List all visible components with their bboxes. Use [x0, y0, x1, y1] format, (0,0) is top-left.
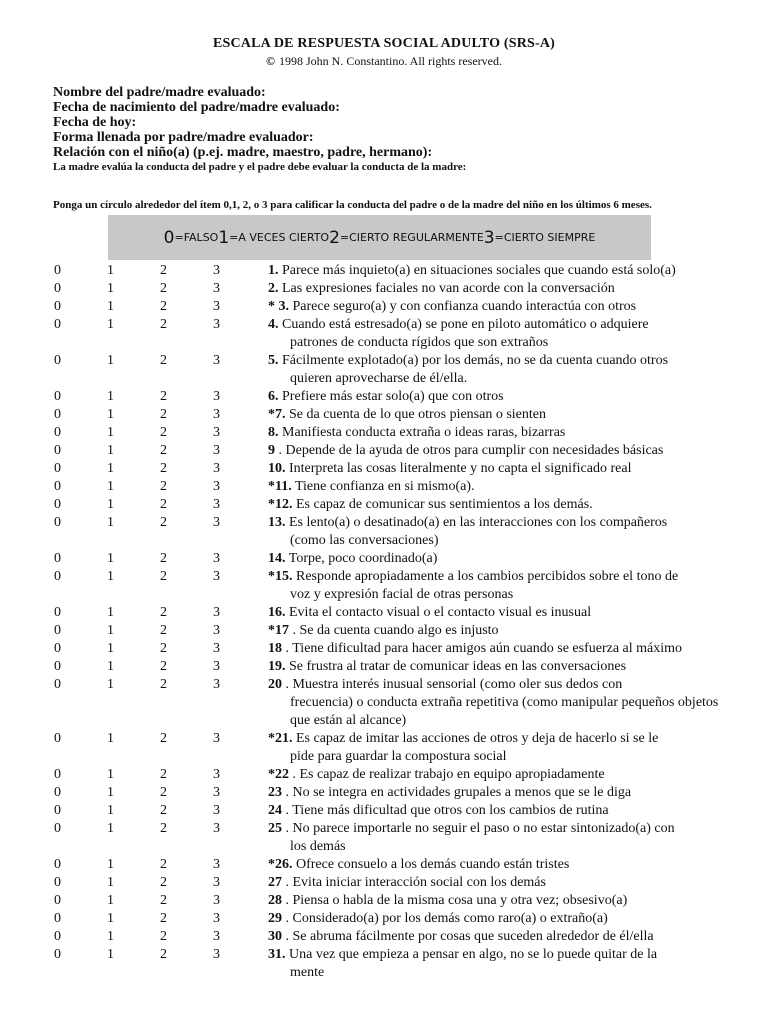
rating-option-2[interactable]: 2 [160, 317, 167, 332]
item-statement: Manifiesta conducta extraña o ideas raras, bizarras [282, 425, 566, 440]
item-row [0, 514, 768, 550]
item-row [0, 658, 768, 676]
rating-option-2[interactable]: 2 [160, 623, 167, 638]
rating-option-0[interactable]: 0 [54, 569, 61, 584]
field-birth-date[interactable]: Fecha de nacimiento del padre/madre evaluado: [53, 100, 340, 115]
rating-option-1[interactable]: 1 [107, 461, 114, 476]
rating-option-3[interactable]: 3 [213, 605, 220, 620]
rating-option-0[interactable]: 0 [54, 803, 61, 818]
rating-option-0[interactable]: 0 [54, 281, 61, 296]
rating-option-2[interactable]: 2 [160, 767, 167, 782]
item-number: 24 [268, 803, 282, 818]
item-row [0, 928, 768, 946]
rating-option-3[interactable]: 3 [213, 461, 220, 476]
item-statement-continued: mente [290, 965, 325, 980]
item-statement: . Considerado(a) por los demás como raro(a) o extraño(a) [285, 911, 608, 926]
item-text [268, 478, 730, 496]
legend-label-1: =A VECES CIERTO [229, 231, 330, 244]
item-statement: Es lento(a) o desatinado(a) en las interacciones con los compañeros [289, 515, 668, 530]
rating-option-0[interactable]: 0 [54, 929, 61, 944]
rating-option-3[interactable]: 3 [213, 263, 220, 278]
item-text [268, 856, 730, 874]
item-text [268, 730, 730, 766]
rating-option-0[interactable]: 0 [54, 461, 61, 476]
rating-option-2[interactable]: 2 [160, 911, 167, 926]
rating-option-2[interactable]: 2 [160, 479, 167, 494]
rating-option-3[interactable]: 3 [213, 569, 220, 584]
rating-option-3[interactable]: 3 [213, 299, 220, 314]
rating-option-0[interactable]: 0 [54, 893, 61, 908]
rating-option-1[interactable]: 1 [107, 929, 114, 944]
item-number: 1. [268, 263, 279, 278]
item-text [268, 496, 730, 514]
item-number: 16. [268, 605, 286, 620]
rating-option-2[interactable]: 2 [160, 893, 167, 908]
rating-option-2[interactable]: 2 [160, 803, 167, 818]
rating-option-2[interactable]: 2 [160, 857, 167, 872]
item-statement: . Se abruma fácilmente por cosas que suceden alrededor de él/ella [285, 929, 654, 944]
item-text [268, 622, 730, 640]
rating-option-1[interactable]: 1 [107, 677, 114, 692]
respondent-fields [53, 85, 753, 174]
rating-option-0[interactable]: 0 [54, 605, 61, 620]
item-row [0, 316, 768, 352]
item-number: 4. [268, 317, 279, 332]
item-row [0, 262, 768, 280]
item-row [0, 874, 768, 892]
item-statement: Tiene confianza en si mismo(a). [294, 479, 475, 494]
legend-label-3: =CIERTO SIEMPRE [494, 231, 596, 244]
rating-option-2[interactable]: 2 [160, 461, 167, 476]
item-number: 25 [268, 821, 282, 836]
item-row [0, 280, 768, 298]
item-text [268, 280, 730, 298]
item-text [268, 604, 730, 622]
rating-option-3[interactable]: 3 [213, 803, 220, 818]
rating-option-0[interactable]: 0 [54, 677, 61, 692]
rating-option-3[interactable]: 3 [213, 875, 220, 890]
item-statement: Prefiere más estar solo(a) que con otros [282, 389, 504, 404]
item-number: *26. [268, 857, 293, 872]
item-statement: Es capaz de imitar las acciones de otros y deja de hacerlo si se le [296, 731, 659, 746]
item-number: 31. [268, 947, 286, 962]
rating-option-3[interactable]: 3 [213, 389, 220, 404]
item-number: 19. [268, 659, 286, 674]
rating-option-3[interactable]: 3 [213, 425, 220, 440]
rating-option-0[interactable]: 0 [54, 731, 61, 746]
item-number: *22 [268, 767, 289, 782]
item-row [0, 568, 768, 604]
rating-option-0[interactable]: 0 [54, 299, 61, 314]
rating-option-0[interactable]: 0 [54, 479, 61, 494]
rating-option-2[interactable]: 2 [160, 605, 167, 620]
rating-option-2[interactable]: 2 [160, 425, 167, 440]
item-row [0, 802, 768, 820]
page-title: ESCALA DE RESPUESTA SOCIAL ADULTO (SRS-A) [212, 36, 556, 51]
item-statement: Se frustra al tratar de comunicar ideas en las conversaciones [289, 659, 627, 674]
rating-option-2[interactable]: 2 [160, 659, 167, 674]
item-statement: Fácilmente explotado(a) por los demás, no se da cuenta cuando otros [282, 353, 669, 368]
rating-option-0[interactable]: 0 [54, 857, 61, 872]
item-statement: . No se integra en actividades grupales a menos que se le diga [285, 785, 632, 800]
item-text [268, 820, 730, 856]
rating-option-1[interactable]: 1 [107, 785, 114, 800]
rating-option-0[interactable]: 0 [54, 767, 61, 782]
item-number: 5. [268, 353, 279, 368]
item-statement-continued: pide para guardar la compostura social [290, 749, 507, 764]
item-number: * 3. [268, 299, 289, 314]
rating-option-2[interactable]: 2 [160, 677, 167, 692]
item-number: *17 [268, 623, 289, 638]
item-number: 10. [268, 461, 286, 476]
rating-option-3[interactable]: 3 [213, 677, 220, 692]
rating-option-2[interactable]: 2 [160, 875, 167, 890]
field-today-date[interactable]: Fecha de hoy: [53, 115, 137, 130]
item-row [0, 478, 768, 496]
rating-option-2[interactable]: 2 [160, 641, 167, 656]
item-text [268, 892, 730, 910]
copyright-text: 1998 John N. Constantino. All rights reserved. [278, 54, 502, 68]
item-row [0, 820, 768, 856]
rating-option-0[interactable]: 0 [54, 497, 61, 512]
rating-option-2[interactable]: 2 [160, 731, 167, 746]
item-statement: Interpreta las cosas literalmente y no capta el significado real [289, 461, 632, 476]
item-text [268, 766, 730, 784]
rating-option-2[interactable]: 2 [160, 515, 167, 530]
rating-option-2[interactable]: 2 [160, 551, 167, 566]
rating-option-1[interactable]: 1 [107, 641, 114, 656]
item-row [0, 640, 768, 658]
rating-option-0[interactable]: 0 [54, 389, 61, 404]
item-text [268, 910, 730, 928]
item-number: *15. [268, 569, 293, 584]
rating-option-3[interactable]: 3 [213, 353, 220, 368]
item-row [0, 406, 768, 424]
copyright-line [0, 54, 768, 69]
rating-option-2[interactable]: 2 [160, 299, 167, 314]
item-statement-continued: (como las conversaciones) [290, 533, 439, 548]
rating-option-3[interactable]: 3 [213, 623, 220, 638]
item-statement: Parece seguro(a) y con confianza cuando interactúa con otros [292, 299, 637, 314]
rating-option-3[interactable]: 3 [213, 857, 220, 872]
rating-option-3[interactable]: 3 [213, 641, 220, 656]
rating-option-0[interactable]: 0 [54, 623, 61, 638]
rating-option-2[interactable]: 2 [160, 785, 167, 800]
item-statement-continued: voz y expresión facial de otras personas [290, 587, 514, 602]
rating-option-1[interactable]: 1 [107, 731, 114, 746]
item-row [0, 388, 768, 406]
rating-option-1[interactable]: 1 [107, 911, 114, 926]
item-number: *11. [268, 479, 292, 494]
rating-option-2[interactable]: 2 [160, 443, 167, 458]
item-statement: . No parece importarle no seguir el paso o no estar sintonizado(a) con [285, 821, 675, 836]
item-number: 9 [268, 443, 275, 458]
item-row [0, 892, 768, 910]
item-text [268, 874, 730, 892]
item-row [0, 910, 768, 928]
item-number: 18 [268, 641, 282, 656]
item-number: *12. [268, 497, 293, 512]
item-number: 30 [268, 929, 282, 944]
rating-option-1[interactable]: 1 [107, 623, 114, 638]
item-text [268, 460, 730, 478]
item-number: 14. [268, 551, 286, 566]
item-statement: . Piensa o habla de la misma cosa una y otra vez; obsesivo(a) [285, 893, 628, 908]
rating-legend [108, 215, 651, 260]
rating-option-1[interactable]: 1 [107, 767, 114, 782]
item-statement-continued: quieren aprovecharse de él/ella. [290, 371, 468, 386]
rating-option-2[interactable]: 2 [160, 929, 167, 944]
legend-value-2: 2 [329, 227, 340, 248]
item-row [0, 298, 768, 316]
rating-option-3[interactable]: 3 [213, 551, 220, 566]
item-text [268, 316, 730, 352]
rating-option-0[interactable]: 0 [54, 785, 61, 800]
item-text [268, 514, 730, 550]
item-row [0, 496, 768, 514]
field-filled-by[interactable]: Forma llenada por padre/madre evaluador: [53, 130, 314, 145]
rating-option-3[interactable]: 3 [213, 785, 220, 800]
item-statement-continued: los demás [290, 839, 346, 854]
rating-option-1[interactable]: 1 [107, 857, 114, 872]
rating-option-1[interactable]: 1 [107, 263, 114, 278]
item-row [0, 784, 768, 802]
legend-label-0: =FALSO [174, 231, 219, 244]
rating-option-2[interactable]: 2 [160, 569, 167, 584]
legend-value-3: 3 [483, 227, 495, 248]
item-text [268, 352, 730, 388]
evaluation-note: La madre evalúa la conducta del padre y el padre debe evaluar la conducta de la madre: [53, 161, 467, 173]
item-statement-continued: patrones de conducta rígidos que son extraños [290, 335, 549, 350]
rating-option-1[interactable]: 1 [107, 515, 114, 530]
item-row [0, 676, 768, 730]
item-row [0, 442, 768, 460]
rating-option-3[interactable]: 3 [213, 767, 220, 782]
item-number: *7. [268, 407, 286, 422]
rating-option-3[interactable]: 3 [213, 407, 220, 422]
item-statement: . Tiene dificultad para hacer amigos aún cuando se esfuerza al máximo [285, 641, 683, 656]
item-text [268, 802, 730, 820]
rating-option-1[interactable]: 1 [107, 605, 114, 620]
legend-value-0: 0 [163, 227, 175, 248]
field-evaluated-name[interactable]: Nombre del padre/madre evaluado: [53, 85, 266, 100]
legend-label-2: =CIERTO REGULARMENTE [339, 231, 484, 244]
item-text [268, 568, 730, 604]
item-text [268, 406, 730, 424]
rating-option-3[interactable]: 3 [213, 497, 220, 512]
rating-option-2[interactable]: 2 [160, 263, 167, 278]
item-number: 23 [268, 785, 282, 800]
rating-option-0[interactable]: 0 [54, 443, 61, 458]
rating-option-0[interactable]: 0 [54, 263, 61, 278]
item-statement-continued: frecuencia) o conducta extraña repetitiva (como manipular pequeños objetos que están al alcance) [290, 695, 719, 728]
rating-option-1[interactable]: 1 [107, 425, 114, 440]
item-statement: Cuando está estresado(a) se pone en piloto automático o adquiere [282, 317, 649, 332]
copyright-icon: © [266, 54, 275, 68]
rating-option-1[interactable]: 1 [107, 551, 114, 566]
rating-option-3[interactable]: 3 [213, 659, 220, 674]
rating-option-1[interactable]: 1 [107, 353, 114, 368]
rating-option-1[interactable]: 1 [107, 893, 114, 908]
rating-option-3[interactable]: 3 [213, 317, 220, 332]
rating-option-1[interactable]: 1 [107, 281, 114, 296]
rating-option-1[interactable]: 1 [107, 569, 114, 584]
item-row [0, 460, 768, 478]
rating-option-1[interactable]: 1 [107, 479, 114, 494]
item-row [0, 604, 768, 622]
item-row [0, 730, 768, 766]
rating-option-1[interactable]: 1 [107, 407, 114, 422]
item-statement: . Muestra interés inusual sensorial (como oler sus dedos con [285, 677, 623, 692]
item-statement: Parece más inquieto(a) en situaciones sociales que cuando está solo(a) [282, 263, 676, 278]
item-text [268, 784, 730, 802]
item-statement: Evita el contacto visual o el contacto visual es inusual [289, 605, 592, 620]
rating-option-3[interactable]: 3 [213, 911, 220, 926]
item-number: 2. [268, 281, 279, 296]
item-text [268, 442, 730, 460]
item-row [0, 550, 768, 568]
rating-option-3[interactable]: 3 [213, 479, 220, 494]
field-relationship[interactable]: Relación con el niño(a) (p.ej. madre, maestro, padre, hermano): [53, 145, 433, 160]
rating-option-2[interactable]: 2 [160, 821, 167, 836]
rating-option-1[interactable]: 1 [107, 875, 114, 890]
rating-option-0[interactable]: 0 [54, 551, 61, 566]
item-text [268, 676, 730, 730]
item-row [0, 424, 768, 442]
item-number: 29 [268, 911, 282, 926]
rating-option-3[interactable]: 3 [213, 515, 220, 530]
rating-option-0[interactable]: 0 [54, 353, 61, 368]
rating-option-0[interactable]: 0 [54, 641, 61, 656]
item-statement: Ofrece consuelo a los demás cuando están tristes [296, 857, 570, 872]
item-statement: . Se da cuenta cuando algo es injusto [292, 623, 499, 638]
rating-option-1[interactable]: 1 [107, 317, 114, 332]
item-statement: Las expresiones faciales no van acorde con la conversación [282, 281, 615, 296]
rating-option-0[interactable]: 0 [54, 911, 61, 926]
item-statement: Se da cuenta de lo que otros piensan o sienten [289, 407, 546, 422]
rating-option-3[interactable]: 3 [213, 281, 220, 296]
rating-option-3[interactable]: 3 [213, 731, 220, 746]
rating-option-1[interactable]: 1 [107, 821, 114, 836]
item-number: 28 [268, 893, 282, 908]
item-statement: Una vez que empieza a pensar en algo, no se lo puede quitar de la [289, 947, 658, 962]
rating-option-1[interactable]: 1 [107, 389, 114, 404]
rating-option-3[interactable]: 3 [213, 821, 220, 836]
item-row [0, 856, 768, 874]
item-row [0, 622, 768, 640]
item-number: 6. [268, 389, 279, 404]
rating-option-0[interactable]: 0 [54, 407, 61, 422]
item-row [0, 946, 768, 982]
item-statement: Torpe, poco coordinado(a) [288, 551, 438, 566]
item-statement: Es capaz de comunicar sus sentimientos a los demás. [296, 497, 593, 512]
item-number: 27 [268, 875, 282, 890]
rating-option-1[interactable]: 1 [107, 947, 114, 962]
rating-option-0[interactable]: 0 [54, 659, 61, 674]
item-text [268, 388, 730, 406]
questionnaire-items [0, 262, 768, 982]
rating-option-1[interactable]: 1 [107, 497, 114, 512]
rating-option-0[interactable]: 0 [54, 515, 61, 530]
item-number: 20 [268, 677, 282, 692]
rating-option-2[interactable]: 2 [160, 353, 167, 368]
rating-option-0[interactable]: 0 [54, 821, 61, 836]
item-statement: . Es capaz de realizar trabajo en equipo apropiadamente [292, 767, 605, 782]
item-statement: Responde apropiadamente a los cambios percibidos sobre el tono de [296, 569, 679, 584]
item-number: 8. [268, 425, 279, 440]
item-statement: . Tiene más dificultad que otros con los cambios de rutina [285, 803, 609, 818]
rating-option-0[interactable]: 0 [54, 425, 61, 440]
item-number: 13. [268, 515, 286, 530]
rating-option-3[interactable]: 3 [213, 443, 220, 458]
rating-option-2[interactable]: 2 [160, 281, 167, 296]
rating-option-2[interactable]: 2 [160, 407, 167, 422]
rating-option-0[interactable]: 0 [54, 317, 61, 332]
legend-value-1: 1 [218, 227, 230, 248]
item-text [268, 550, 730, 568]
item-text [268, 640, 730, 658]
item-statement: . Evita iniciar interacción social con los demás [285, 875, 546, 890]
item-text [268, 658, 730, 676]
rating-option-1[interactable]: 1 [107, 803, 114, 818]
rating-option-3[interactable]: 3 [213, 947, 220, 962]
rating-option-2[interactable]: 2 [160, 947, 167, 962]
item-row [0, 766, 768, 784]
rating-option-1[interactable]: 1 [107, 659, 114, 674]
rating-option-1[interactable]: 1 [107, 443, 114, 458]
rating-option-2[interactable]: 2 [160, 389, 167, 404]
rating-option-3[interactable]: 3 [213, 929, 220, 944]
item-statement: . Depende de la ayuda de otros para cumplir con necesidades básicas [278, 443, 664, 458]
rating-option-3[interactable]: 3 [213, 893, 220, 908]
item-row [0, 352, 768, 388]
rating-option-0[interactable]: 0 [54, 875, 61, 890]
instructions: Ponga un círculo alrededor del ítem 0,1, 2, o 3 para calificar la conducta del padre o de la madre del niño en los últimos 6 meses. [53, 199, 652, 211]
item-text [268, 928, 730, 946]
rating-option-2[interactable]: 2 [160, 497, 167, 512]
rating-option-1[interactable]: 1 [107, 299, 114, 314]
rating-option-0[interactable]: 0 [54, 947, 61, 962]
item-number: *21. [268, 731, 293, 746]
item-text [268, 946, 730, 982]
item-text [268, 298, 730, 316]
item-text [268, 424, 730, 442]
item-text [268, 262, 730, 280]
